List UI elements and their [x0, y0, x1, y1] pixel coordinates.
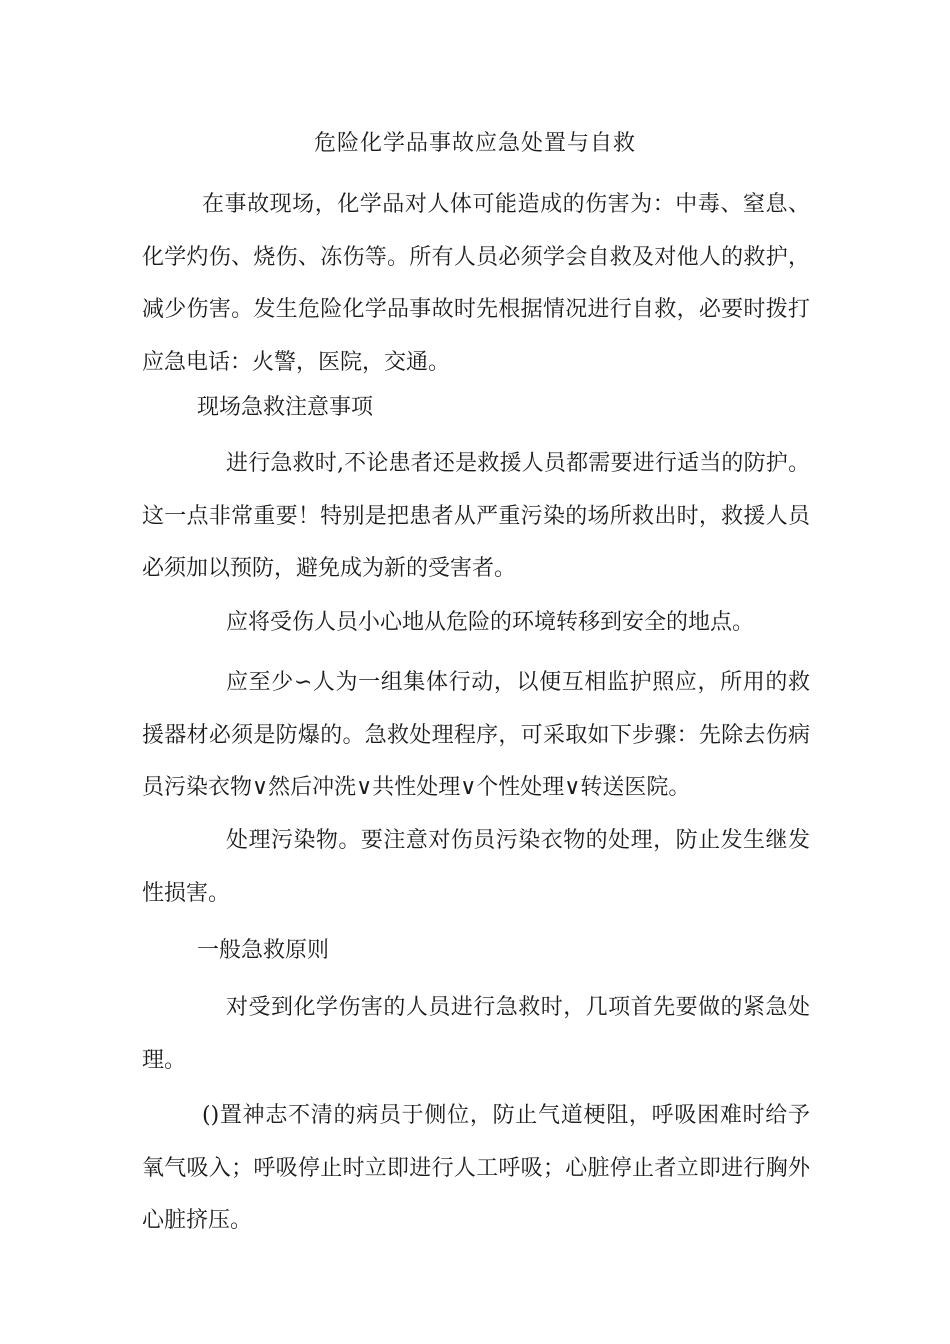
heading-general-principles: 一般急救原则 — [197, 938, 330, 963]
paragraph-relocation: 应将受伤人员小心地从危险的环境转移到安全的地点。 — [226, 610, 755, 635]
paragraph-protection: 进行急救时,不论患者还是救援人员都需要进行适当的防护。这一点非常重要！特别是把患者从严重污染的场所救出时，救援人员必须加以预防，避免成为新的受害者。 — [142, 451, 810, 581]
paragraph-intro: 在事故现场，化学品对人体可能造成的伤害为：中毒、窒息、化学灼伤、烧伤、冻伤等。所有人员必须学会自救及对他人的救护，减少伤害。发生危险化学品事故时先根据情况进行自救，必要时拨打应急电话：火警，医院，交通。 — [142, 192, 810, 375]
heading-onsite-precautions: 现场急救注意事项 — [197, 395, 374, 420]
paragraph-contaminants: 处理污染物。要注意对伤员污染衣物的处理，防止发生继发性损害。 — [142, 828, 810, 906]
paragraph-first-steps: 对受到化学伤害的人员进行急救时，几项首先要做的紧急处理。 — [142, 995, 810, 1073]
paragraph-procedure: 应至少∽人为一组集体行动，以便互相监护照应，所用的救援器材必须是防爆的。急救处理程序，可采取如下步骤：先除去伤病员污染衣物∨然后冲洗∨共性处理∨个性处理∨转送医院。 — [142, 670, 810, 800]
paragraph-unconscious-care: ()置神志不清的病员于侧位，防止气道梗阻，呼吸困难时给予氧气吸入；呼吸停止时立即进行人工呼吸；心脏停止者立即进行胸外心脏挤压。 — [142, 1103, 810, 1233]
document-title: 危险化学品事故应急处置与自救 — [313, 131, 636, 156]
